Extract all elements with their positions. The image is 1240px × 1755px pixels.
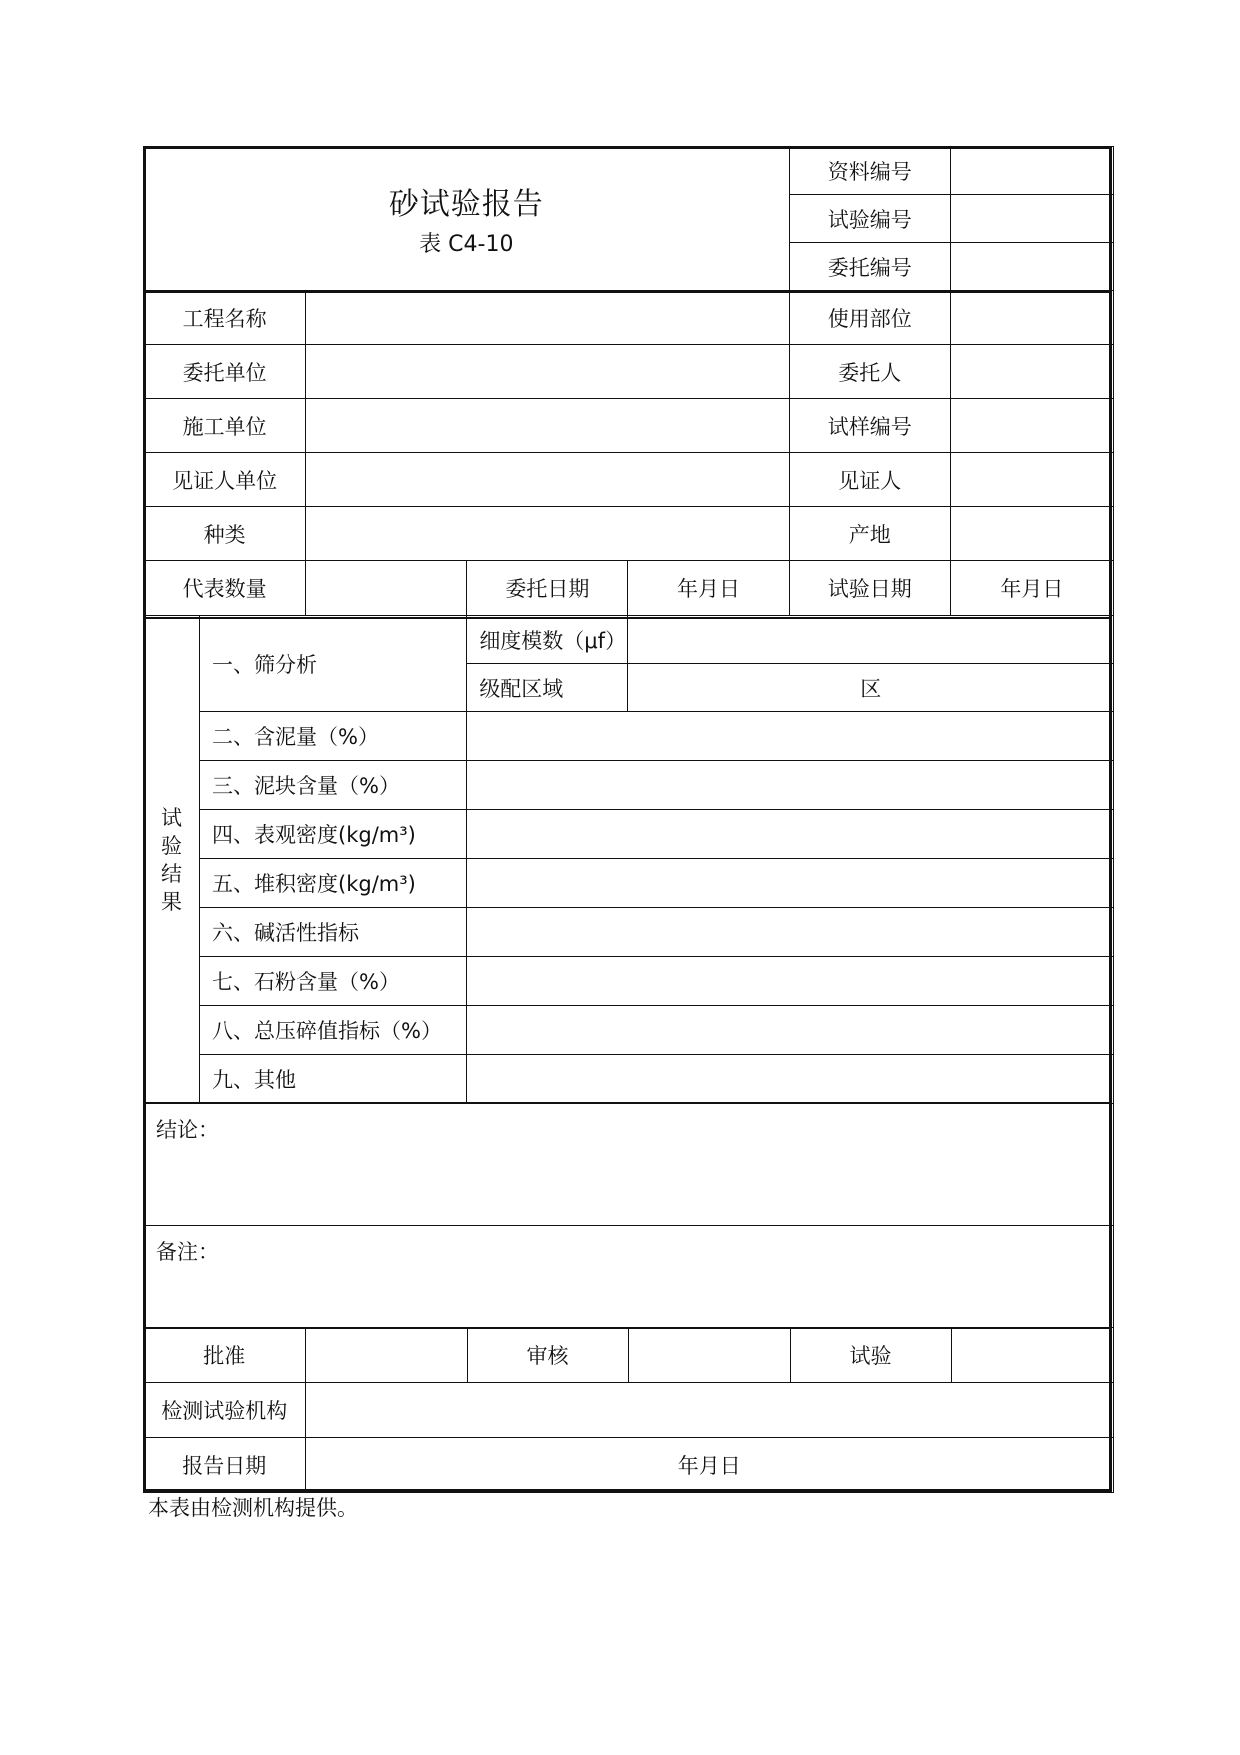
client-label: 委托人 [789,345,950,399]
review-label: 审核 [467,1328,628,1382]
sample-no-field[interactable] [950,399,1113,453]
data-no-field[interactable] [950,147,1113,195]
apparent-density-label: 四、表观密度(kg/m³) [200,810,467,859]
stone-powder-label: 七、石粉含量（%） [200,957,467,1006]
page-title: 砂试验报告 [388,187,544,222]
other-label: 九、其他 [200,1055,467,1104]
bulk-density-label: 五、堆积密度(kg/m³) [200,859,467,908]
witness-unit-label: 见证人单位 [144,453,306,507]
crushing-value-field[interactable] [467,1006,1114,1055]
entrust-no-label: 委托编号 [789,243,950,291]
divider [143,291,1112,293]
clay-lump-field[interactable] [467,761,1114,810]
origin-field[interactable] [950,507,1113,561]
divider [143,1102,1112,1104]
fineness-field[interactable] [628,616,1114,664]
grading-label: 级配区域 [467,664,628,712]
clay-lump-label: 三、泥块含量（%） [200,761,467,810]
stone-powder-field[interactable] [467,957,1114,1006]
client-field[interactable] [950,345,1113,399]
test-no-label: 试验编号 [789,195,950,243]
report-date-label: 报告日期 [144,1438,305,1492]
grading-field[interactable]: 区 [628,664,1114,712]
approve-field[interactable] [305,1328,467,1382]
construction-unit-field[interactable] [306,399,789,453]
client-unit-field[interactable] [306,345,789,399]
approve-label: 批准 [144,1328,305,1382]
witness-unit-field[interactable] [306,453,789,507]
project-name-field[interactable] [306,291,789,345]
other-field[interactable] [467,1055,1114,1104]
tester-field[interactable] [951,1328,1113,1382]
quantity-field[interactable] [306,561,467,616]
mud-content-field[interactable] [467,712,1114,761]
usage-field[interactable] [950,291,1113,345]
conclusion-box[interactable]: 结论： [144,1104,1114,1226]
title-block [144,147,790,291]
witness-label: 见证人 [789,453,950,507]
sample-no-label: 试样编号 [789,399,950,453]
quantity-label: 代表数量 [144,561,306,616]
remarks-box[interactable]: 备注： [144,1226,1114,1328]
entrust-no-field[interactable] [950,243,1113,291]
report-table [143,146,1114,1493]
divider [143,617,1112,619]
bulk-density-field[interactable] [467,859,1114,908]
project-name-label: 工程名称 [144,291,306,345]
entrust-date-field[interactable]: 年月日 [628,561,789,616]
type-label: 种类 [144,507,306,561]
results-section-label: 试 验 结 果 [144,616,200,1104]
usage-label: 使用部位 [789,291,950,345]
alkali-activity-label: 六、碱活性指标 [200,908,467,957]
test-date-label: 试验日期 [789,561,950,616]
witness-field[interactable] [950,453,1113,507]
agency-label: 检测试验机构 [144,1383,305,1437]
sieve-analysis-label: 一、筛分析 [200,616,467,712]
report-date-field[interactable]: 年月日 [677,1454,741,1478]
footnote: 本表由检测机构提供。 [148,1496,358,1520]
apparent-density-field[interactable] [467,810,1114,859]
agency-field[interactable] [305,1383,1113,1437]
agency-row [144,1383,1114,1438]
signature-row [144,1328,1114,1383]
crushing-value-label: 八、总压碎值指标（%） [200,1006,467,1055]
report-date-row [144,1438,1114,1493]
test-date-field[interactable]: 年月日 [950,561,1113,616]
form-code: 表 C4-10 [419,232,514,257]
construction-unit-label: 施工单位 [144,399,306,453]
type-field[interactable] [306,507,789,561]
test-no-field[interactable] [950,195,1113,243]
entrust-date-label: 委托日期 [467,561,628,616]
data-no-label: 资料编号 [789,147,950,195]
review-field[interactable] [628,1328,790,1382]
alkali-activity-field[interactable] [467,908,1114,957]
client-unit-label: 委托单位 [144,345,306,399]
origin-label: 产地 [789,507,950,561]
divider [143,1327,1112,1329]
fineness-label: 细度模数（μf） [467,616,628,664]
tester-label: 试验 [790,1328,951,1382]
mud-content-label: 二、含泥量（%） [200,712,467,761]
